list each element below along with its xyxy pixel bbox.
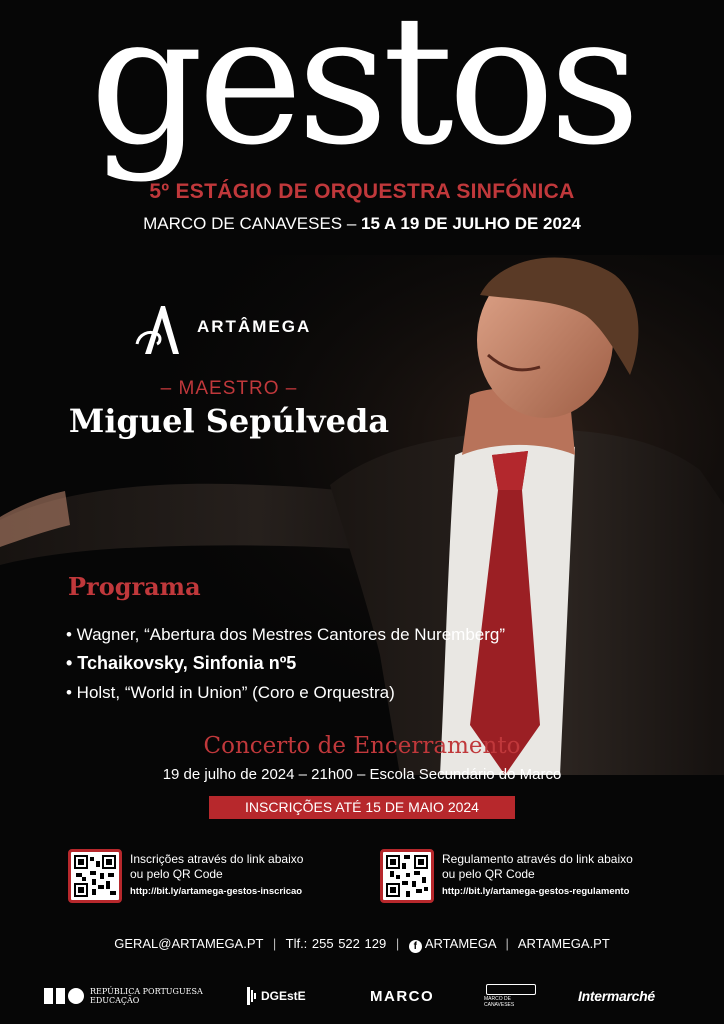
maestro-name: Miguel Sepúlveda [68,402,390,440]
registration-link[interactable]: http://bit.ly/artamega-gestos-inscricao [130,886,303,897]
contact-phone: Tlf.: 255 522 129 [285,936,387,951]
poster-title: gestos [89,0,635,184]
camara-marco-logo [484,984,538,1008]
logo-circle [68,988,84,1004]
programme-list [66,620,505,707]
contact-facebook[interactable]: ARTAMEGA [424,936,496,951]
registration-qr-block [68,849,303,903]
event-subtitle: 5º ESTÁGIO DE ORQUESTRA SINFÓNICA [149,180,575,203]
dgeste-mark-icon [247,987,257,1005]
registration-deadline-badge: INSCRIÇÕES ATÉ 15 DE MAIO 2024 [209,796,515,819]
maestro-label: – MAESTRO – [160,378,298,399]
contact-separator: | [395,936,400,951]
artamega-a-icon [135,298,187,356]
intermarche-logo: Intermarché [578,988,655,1004]
location-dateline [0,214,724,234]
regulations-qr-block [380,849,633,903]
contact-separator: | [505,936,509,951]
registration-qr-line2: ou pelo QR Code [130,867,223,881]
logo-block [56,988,65,1004]
event-dates: 15 A 19 DE JULHO DE 2024 [361,214,581,233]
contact-separator: | [272,936,277,951]
programme-item-tchaikovsky: • Tchaikovsky, Sinfonia nº5 [66,653,297,673]
regulations-qr-line1: Regulamento através do link abaixo [442,852,633,866]
republica-line1: REPÚBLICA PORTUGUESA [90,987,203,996]
regulations-qr-text [442,849,633,903]
regulations-qr-line2: ou pelo QR Code [442,867,535,881]
republica-logo-mark [44,988,84,1004]
republica-portuguesa-logo [44,984,203,1008]
contact-website[interactable]: ARTAMEGA.PT [517,936,610,951]
concert-heading: Concerto de Encerramento [203,733,521,759]
programme-item-holst: • Holst, “World in Union” (Coro e Orquestra) [66,683,395,702]
programme-item-wagner: • Wagner, “Abertura dos Mestres Cantores de Nuremberg” [66,625,506,644]
republica-logo-text [90,987,203,1005]
registration-qr-line1: Inscrições através do link abaixo [130,852,304,866]
regulations-link[interactable]: http://bit.ly/artamega-gestos-regulamento [442,886,630,897]
registration-qr-text [130,849,303,903]
artamega-logo-text: ARTÂMEGA [197,317,312,336]
camara-logo-text: MARCO DE CANAVESES [484,996,515,1008]
camara-logo-mark [486,984,536,995]
regulations-qr-code[interactable] [380,849,434,903]
qr-code-icon [386,855,428,897]
dgeste-text: DGEstE [261,989,306,1003]
programme-heading: Programa [68,572,201,601]
artamega-logo [135,298,311,356]
contact-email[interactable]: GERAL@ARTAMEGA.PT [114,936,264,951]
registration-qr-code[interactable] [68,849,122,903]
facebook-icon: f [409,940,422,953]
concert-details: 19 de julho de 2024 – 21h00 – Escola Secundário do Marco [162,766,562,783]
qr-code-icon [74,855,116,897]
event-location: MARCO DE CANAVESES – [143,214,362,233]
republica-line2: EDUCAÇÃO [90,996,140,1005]
dgeste-logo [247,984,306,1008]
contact-line [0,936,724,953]
marco-logo: MARCO [370,987,435,1005]
logo-block [44,988,53,1004]
